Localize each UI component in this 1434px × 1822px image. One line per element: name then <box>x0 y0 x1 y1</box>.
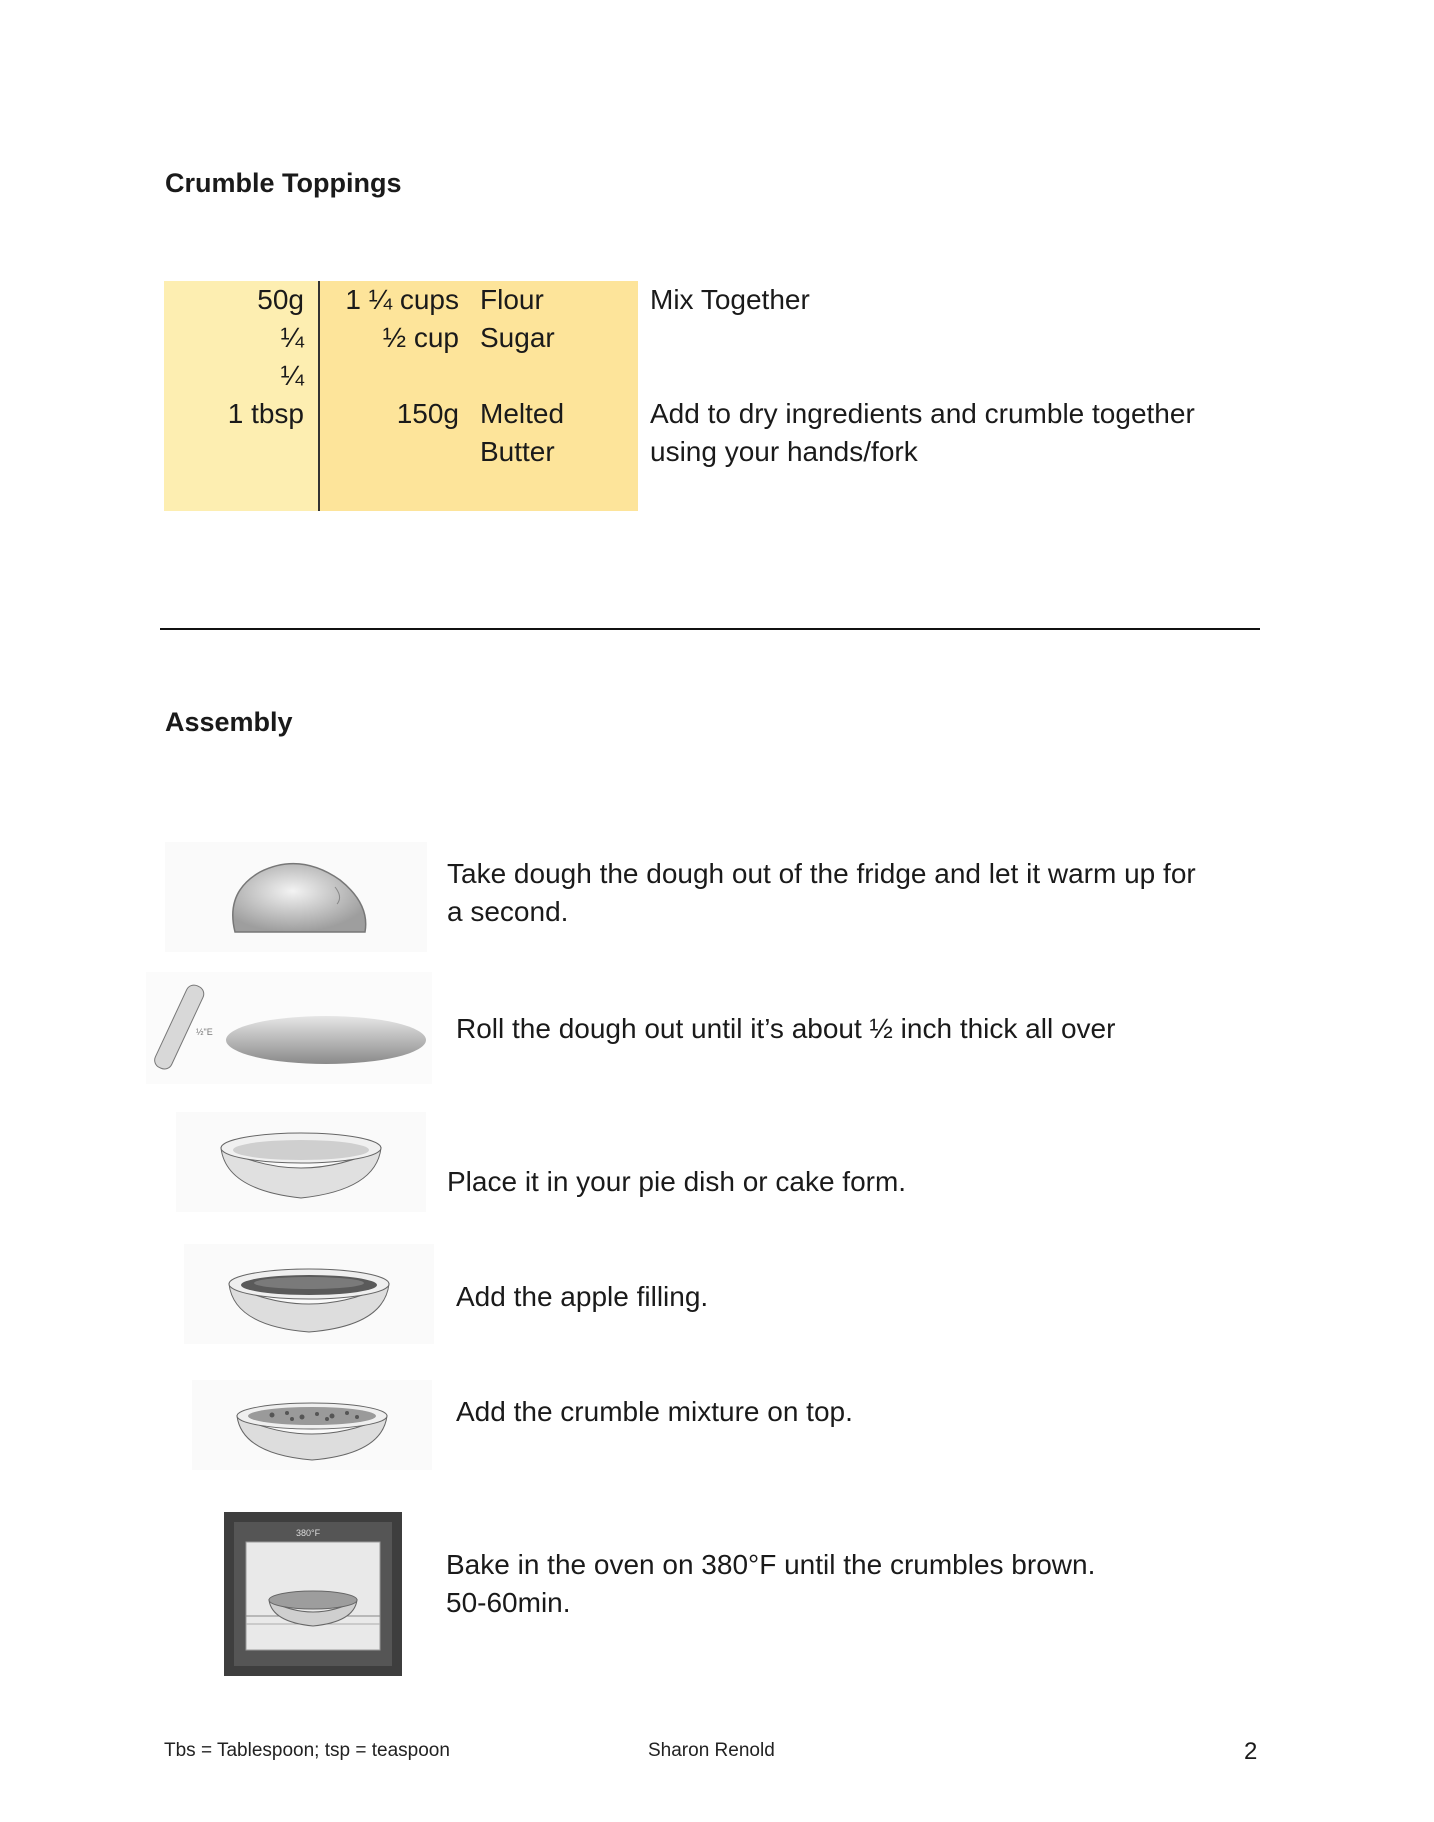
instruction-add-line-1: Add to dry ingredients and crumble together <box>650 398 1195 429</box>
ingredient-qty-4: 1 tbsp <box>227 398 304 429</box>
section-title-assembly: Assembly <box>165 707 293 737</box>
column-divider <box>318 281 320 511</box>
section-divider <box>160 628 1260 630</box>
ingredient-qty-2: ¼ <box>280 322 304 353</box>
apple-filling-icon <box>184 1244 434 1344</box>
instruction-mix: Mix Together <box>650 284 810 315</box>
step-4-text: Add the apple filling. <box>456 1281 709 1312</box>
section-title-crumble-toppings: Crumble Toppings <box>165 168 402 198</box>
ingredient-amount-4: 150g <box>396 398 459 429</box>
step-2-text: Roll the dough out until it’s about ½ inch thick all over <box>456 1013 1116 1044</box>
ingredient-name-5: Butter <box>480 436 555 467</box>
step-1-text-line-2: a second. <box>447 896 569 927</box>
ingredient-qty-3: ¼ <box>280 360 304 391</box>
step-6-text-line-1: Bake in the oven on 380°F until the crumbles brown. <box>446 1549 1096 1580</box>
ingredient-amount-1: 1 ¼ cups <box>345 284 459 315</box>
ingredient-name-4: Melted <box>480 398 565 429</box>
pie-dish-icon <box>176 1112 426 1212</box>
step-3-text: Place it in your pie dish or cake form. <box>447 1166 907 1197</box>
crumble-dish-icon <box>192 1380 432 1470</box>
rolling-pin-icon <box>146 972 432 1084</box>
step-5-text: Add the crumble mixture on top. <box>456 1396 853 1427</box>
ingredient-name-1: Flour <box>480 284 544 315</box>
instruction-add-line-2: using your hands/fork <box>650 436 918 467</box>
footer-note: Tbs = Tablespoon; tsp = teaspoon <box>164 1740 450 1761</box>
oven-icon <box>224 1512 402 1676</box>
page-number: 2 <box>1244 1738 1258 1765</box>
footer-author: Sharon Renold <box>648 1740 775 1761</box>
step-6-text-line-2: 50-60min. <box>446 1587 571 1618</box>
rolling-thickness-label: ½"E <box>196 1027 213 1037</box>
ingredients-table <box>164 281 638 511</box>
dough-ball-icon <box>165 842 427 952</box>
ingredient-amount-2: ½ cup <box>382 322 459 353</box>
step-1-text-line-1: Take dough the dough out of the fridge and let it warm up for <box>447 858 1196 889</box>
ingredient-qty-1: 50g <box>257 284 304 315</box>
ingredient-name-2: Sugar <box>480 322 555 353</box>
oven-temp-label: 380°F <box>296 1528 321 1538</box>
